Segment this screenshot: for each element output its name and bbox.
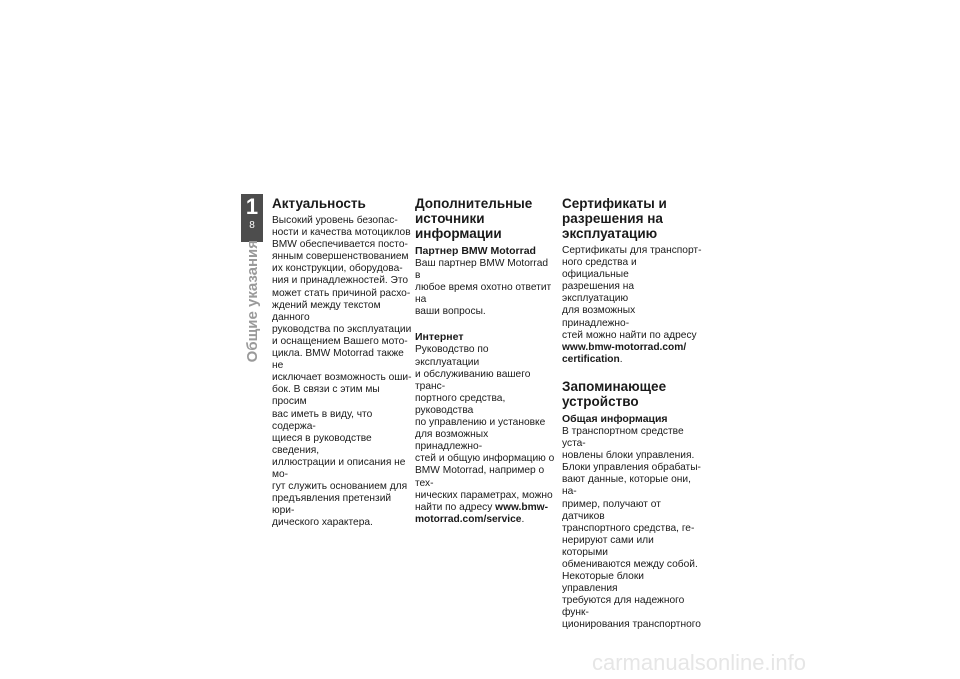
heading-line: эксплуатацию [562,226,658,241]
text-line: пример, получают от датчиков [562,498,661,522]
internet-text [415,344,555,525]
text-line: новлены блоки управления. [562,450,695,462]
text-line: бок. В связи с этим мы просим [272,384,380,408]
text-line [415,502,555,514]
certification-url-part1: www.bmw-motorrad.com/ [562,341,687,353]
heading-line: Дополнительные [415,196,533,211]
text-line: портного средства, руководства [415,392,506,416]
watermark: carmanualsonline.info [592,650,807,675]
text-line: BMW обеспечивается посто- [272,239,408,251]
heading-line: информации [415,226,502,241]
text-line [415,514,555,526]
text-line: вас иметь в виду, что содержа- [272,408,373,432]
column-certificates [562,196,702,632]
column-additional-sources [415,196,555,526]
text-line: дического характера. [272,517,373,529]
text-line: стей и общую информацию о [415,453,555,465]
heading-line: Сертификаты и [562,196,667,211]
page-number: 8 [249,220,255,231]
text-line: ционирования транспортного [562,619,701,631]
text-line: нерируют сами или которыми [562,534,654,558]
memory-text [562,426,702,632]
text-line: Некоторые блоки управления [562,571,644,595]
chapter-side-title-text: Общие указания [244,240,261,363]
text-line: для возможных принадлежно- [415,429,489,453]
heading-relevance: Актуальность [272,196,366,211]
text-line: любое время охотно ответит на [415,282,552,306]
text-line: ваши вопросы. [415,306,486,318]
period: . [619,353,623,365]
text-line [562,354,702,366]
text-line: ности и качества мотоциклов [272,227,411,239]
heading-line: устройство [562,393,639,409]
text-line: щиеся в руководстве сведения, [272,432,372,456]
text-line: ждений между текстом данного [272,299,381,323]
text-line: транспортного средства, ге- [562,522,695,534]
text-line: разрешения на эксплуатацию [562,281,635,305]
text-line: стей можно найти по адресу [562,329,697,341]
chapter-side-title [239,240,267,392]
heading-line: Запоминающее [562,378,667,394]
heading-additional-sources [415,196,555,241]
text-line: BMW Motorrad, например о тех- [415,465,545,489]
text-line: руководства по эксплуатации [272,323,412,335]
certificates-text [562,245,702,366]
column-relevance [272,196,412,529]
text-line: обмениваются между собой. [562,558,698,570]
text-line: их конструкции, оборудова- [272,263,403,275]
subheading-general: Общая информация [562,412,668,425]
text-line: предъявления претензий юри- [272,493,392,517]
subheading-partner: Партнер BMW Motorrad [415,245,536,257]
text-line: Ваш партнер BMW Motorrad в [415,258,549,282]
text-line: и оснащением Вашего мото- [272,335,408,347]
text-line: нических параметрах, можно [415,489,553,501]
text-line: В транспортном средстве уста- [562,425,684,450]
chapter-badge [241,194,263,242]
text-line: по управлению и установке [415,417,546,429]
text-line: требуются для надежного функ- [562,595,685,619]
heading-memory [562,379,702,409]
service-url-part1: www.bmw- [495,501,548,513]
service-url-part2: motorrad.com/service [415,513,522,525]
text-line: Высокий уровень безопас- [272,215,398,226]
heading-certificates [562,196,702,241]
partner-text [415,258,555,318]
text-line: иллюстрации и описания не мо- [272,456,406,480]
text-line: Руководство по эксплуатации [415,344,489,368]
relevance-text [272,215,412,529]
text-line: ного средства и официальные [562,257,637,281]
heading-line: источники [415,211,485,226]
text-line: гут служить основанием для [272,481,408,493]
subheading-internet: Интернет [415,331,464,344]
text-line: Блоки управления обрабаты- [562,462,701,474]
text-line: Сертификаты для транспорт- [562,245,702,256]
text-line: ния и принадлежностей. Это [272,275,409,287]
text-line: исключает возможность оши- [272,372,412,384]
text-line: для возможных принадлежно- [562,305,636,329]
link-prefix: найти по адресу [415,501,496,513]
text-line: цикла. BMW Motorrad также не [272,348,404,372]
period: . [521,513,525,525]
certification-url-part2: certification [562,353,620,365]
chapter-number: 1 [245,194,259,219]
heading-line: разрешения на [562,211,663,226]
text-line: и обслуживанию вашего транс- [415,368,531,392]
text-line: янным совершенствованием [272,251,409,263]
text-line: вают данные, которые они, на- [562,474,691,498]
text-line: может стать причиной расхо- [272,287,411,299]
